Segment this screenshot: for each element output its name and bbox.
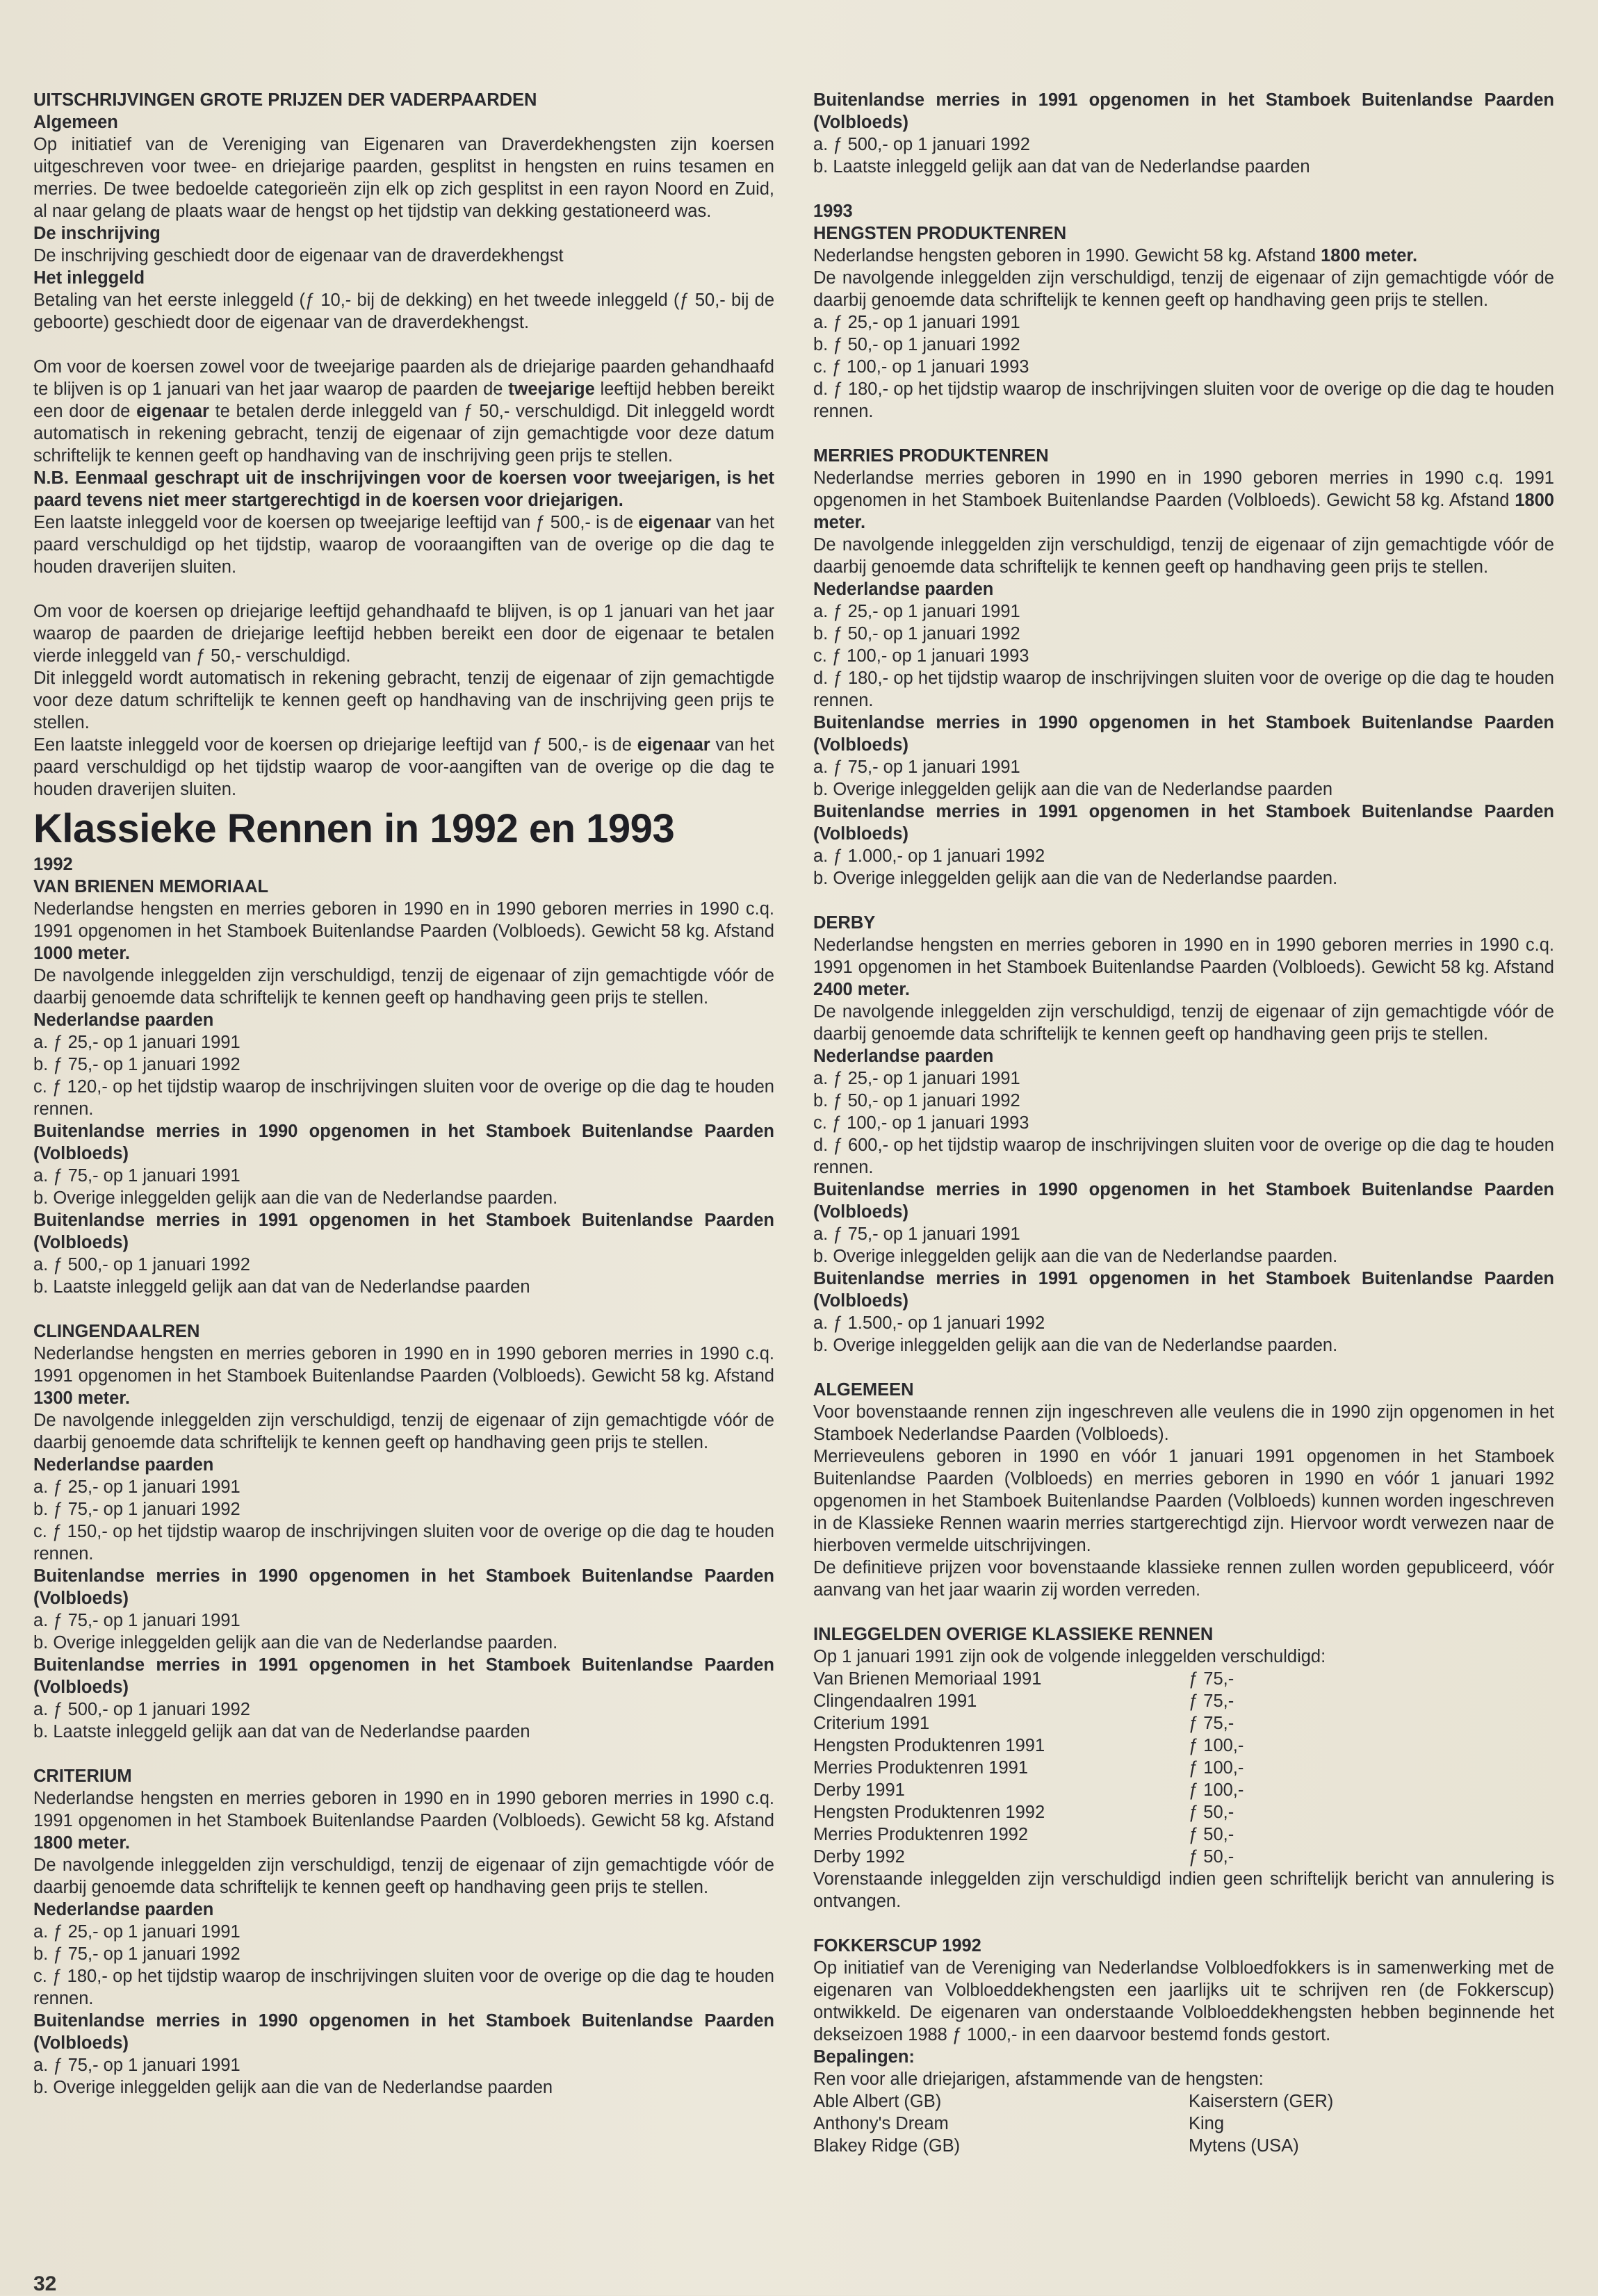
mp-buit90-b: b. Overige inleggelden gelijk aan die van de Nederlandse paarden	[813, 780, 1333, 799]
section-title-van-brienen: VAN BRIENEN MEMORIAAL	[33, 877, 269, 896]
crit-fee-a: a. ƒ 25,- op 1 januari 1991	[33, 1922, 240, 1942]
mp-fee-c: c. ƒ 100,- op 1 januari 1993	[813, 646, 1029, 666]
cling-buit91-heading: Buitenlandse merries in 1991 opgenomen in het Stamboek Buitenlandse Paarden (Volbloeds)	[33, 1655, 774, 1697]
paragraph-automatisch: Dit inleggeld wordt automatisch in rekening gebracht, tenzij de eigenaar of zijn gemachtigde voor deze datum schriftelijk te kennen geeft op handhaving van de inschrijving geen prijs te stellen.	[33, 669, 774, 732]
cling-fee-a: a. ƒ 25,- op 1 januari 1991	[33, 1477, 240, 1497]
subheading-inleggeld: Het inleggeld	[33, 268, 145, 288]
mp-buit91-heading: Buitenlandse merries in 1991 opgenomen in het Stamboek Buitenlandse Paarden (Volbloeds)	[813, 802, 1554, 844]
paragraph-tweejarigen: Om voor de koersen zowel voor de tweejarige paarden als de driejarige paarden gehandhaafd te blijven is op 1 januari van het jaar waarop de paarden de tweejarige leeftijd hebben bereikt een door de eigenaar te betalen derde inleggeld van ƒ 50,- verschuldigd. Dit inleggeld wordt automatisch in rekening gebracht, tenzij de eigenaar of zijn gemachtigde voor deze datum schriftelijk te kennen geeft op handhaving van de inschrijving geen prijs te stellen.	[33, 357, 775, 466]
crit-buit90-heading: Buitenlandse merries in 1990 opgenomen in het Stamboek Buitenlandse Paarden (Volbloeds)	[33, 2011, 774, 2053]
vbm-buit90-a: a. ƒ 75,- op 1 januari 1991	[33, 1166, 240, 1186]
section-title-clingendaalren: CLINGENDAALREN	[33, 1322, 200, 1341]
cling-conditions: De navolgende inleggelden zijn verschuldigd, tenzij de eigenaar of zijn gemachtigde vóór de daarbij genoemde data schriftelijk te kennen geeft op handhaving geen prijs te stellen.	[33, 1411, 774, 1452]
page-number: 32	[33, 2272, 57, 2295]
vbm-buit90-heading: Buitenlandse merries in 1990 opgenomen in het Stamboek Buitenlandse Paarden (Volbloeds)	[33, 1122, 774, 1163]
section-title-uitschrijvingen: UITSCHRIJVINGEN GROTE PRIJZEN DER VADERPAARDEN	[33, 90, 537, 110]
stallion-row: Blakey Ridge (GB) Mytens (USA)	[813, 2136, 1299, 2156]
crit-conditions: De navolgende inleggelden zijn verschuldigd, tenzij de eigenaar of zijn gemachtigde vóór de daarbij genoemde data schriftelijk te kennen geeft op handhaving geen prijs te stellen.	[33, 1855, 774, 1897]
derby-buit90-b: b. Overige inleggelden gelijk aan die van de Nederlandse paarden.	[813, 1247, 1338, 1266]
stallion-list	[813, 2090, 1554, 2157]
derby-fee-b: b. ƒ 50,- op 1 januari 1992	[813, 1091, 1020, 1110]
fee-row: Derby 1991 ƒ 100,-	[813, 1780, 1244, 1800]
fee-row: Hengsten Produktenren 1992 ƒ 50,-	[813, 1803, 1234, 1822]
fee-row: Derby 1992 ƒ 50,-	[813, 1847, 1234, 1867]
mp-fee-d: d. ƒ 180,- op het tijdstip waarop de inschrijvingen sluiten voor de overige op die dag te houden rennen.	[813, 669, 1554, 710]
mp-conditions: De navolgende inleggelden zijn verschuldigd, tenzij de eigenaar of zijn gemachtigde vóór de daarbij genoemde data schriftelijk te kennen geeft op handhaving geen prijs te stellen.	[813, 535, 1554, 577]
crit-buit91-heading: Buitenlandse merries in 1991 opgenomen in het Stamboek Buitenlandse Paarden (Volbloeds)	[813, 90, 1554, 132]
derby-buit90-heading: Buitenlandse merries in 1990 opgenomen in het Stamboek Buitenlandse Paarden (Volbloeds)	[813, 1180, 1554, 1222]
fee-row: Merries Produktenren 1991 ƒ 100,-	[813, 1758, 1244, 1778]
derby-fee-d: d. ƒ 600,- op het tijdstip waarop de inschrijvingen sluiten voor de overige op die dag te houden rennen.	[813, 1135, 1554, 1177]
vbm-fee-a: a. ƒ 25,- op 1 januari 1991	[33, 1033, 240, 1052]
section-title-merries-produktenren: MERRIES PRODUKTENREN	[813, 446, 1049, 466]
mp-buit91-b: b. Overige inleggelden gelijk aan die van de Nederlandse paarden.	[813, 869, 1338, 888]
hp-conditions: De navolgende inleggelden zijn verschuldigd, tenzij de eigenaar of zijn gemachtigde vóór de daarbij genoemde data schriftelijk te kennen geeft op handhaving geen prijs te stellen.	[813, 268, 1554, 310]
paragraph-inleggeld: Betaling van het eerste inleggeld (ƒ 10,- bij de dekking) en het tweede inleggeld (ƒ 50,- bij de geboorte) geschiedt door de eigenaar van de draverdekhengst.	[33, 290, 774, 332]
bepalingen-heading: Bepalingen:	[813, 2047, 915, 2067]
section-title-criterium: CRITERIUM	[33, 1766, 132, 1786]
section-title-algemeen: ALGEMEEN	[813, 1380, 914, 1400]
crit-buit91-a: a. ƒ 500,- op 1 januari 1992	[813, 135, 1030, 154]
subheading-algemeen: Algemeen	[33, 113, 118, 132]
hp-fee-d: d. ƒ 180,- op het tijdstip waarop de inschrijvingen sluiten voor de overige op die dag te houden rennen.	[813, 379, 1554, 421]
hp-fee-c: c. ƒ 100,- op 1 januari 1993	[813, 357, 1029, 377]
vbm-ned-heading: Nederlandse paarden	[33, 1010, 214, 1030]
cling-ned-heading: Nederlandse paarden	[33, 1455, 214, 1475]
cling-buit91-a: a. ƒ 500,- op 1 januari 1992	[33, 1700, 250, 1719]
stallion-row: Able Albert (GB) Kaiserstern (GER)	[813, 2092, 1334, 2111]
hp-fee-a: a. ƒ 25,- op 1 januari 1991	[813, 313, 1020, 332]
derby-buit91-heading: Buitenlandse merries in 1991 opgenomen in het Stamboek Buitenlandse Paarden (Volbloeds)	[813, 1269, 1554, 1311]
vbm-fee-b: b. ƒ 75,- op 1 januari 1992	[33, 1055, 240, 1074]
cling-buit90-b: b. Overige inleggelden gelijk aan die van de Nederlandse paarden.	[33, 1633, 558, 1653]
note-nb: N.B. Eenmaal geschrapt uit de inschrijvingen voor de koersen voor tweejarigen, is het paard tevens niet meer startgerechtigd in de koersen voor driejarigen.	[33, 468, 774, 510]
section-title-hengsten-produktenren: HENGSTEN PRODUKTENREN	[813, 224, 1067, 243]
derby-buit90-a: a. ƒ 75,- op 1 januari 1991	[813, 1224, 1020, 1244]
vbm-buit91-a: a. ƒ 500,- op 1 januari 1992	[33, 1255, 250, 1274]
hp-intro: Nederlandse hengsten geboren in 1990. Gewicht 58 kg. Afstand 1800 meter.	[813, 246, 1418, 265]
derby-ned-heading: Nederlandse paarden	[813, 1047, 994, 1066]
ovk-outro: Vorenstaande inleggelden zijn verschuldigd indien geen schriftelijk bericht van annulering is ontvangen.	[813, 1869, 1554, 1911]
fee-row: Van Brienen Memoriaal 1991 ƒ 75,-	[813, 1669, 1234, 1689]
vbm-buit91-heading: Buitenlandse merries in 1991 opgenomen in het Stamboek Buitenlandse Paarden (Volbloeds)	[33, 1211, 774, 1252]
mp-intro: Nederlandse merries geboren in 1990 en in 1990 geboren merries in 1990 c.q. 1991 opgenomen in het Stamboek Buitenlandse Paarden (Volbloeds). Gewicht 58 kg. Afstand 1800 meter.	[813, 468, 1554, 532]
crit-intro: Nederlandse hengsten en merries geboren in 1990 en in 1990 geboren merries in 1990 c.q. 1991 opgenomen in het Stamboek Buitenlandse Paarden (Volbloeds). Gewicht 58 kg. Afstand 1800 meter.	[33, 1789, 774, 1853]
mp-ned-heading: Nederlandse paarden	[813, 580, 994, 599]
algemeen-p3: De definitieve prijzen voor bovenstaande klassieke rennen zullen worden gepubliceerd, vóór aanvang van het jaar waarin zij worden verreden.	[813, 1558, 1554, 1600]
vbm-fee-c: c. ƒ 120,- op het tijdstip waarop de inschrijvingen sluiten voor de overige op die dag te houden rennen.	[33, 1077, 774, 1119]
section-title-fokkerscup: FOKKERSCUP 1992	[813, 1936, 981, 1955]
derby-buit91-b: b. Overige inleggelden gelijk aan die van de Nederlandse paarden.	[813, 1336, 1338, 1355]
derby-fee-c: c. ƒ 100,- op 1 januari 1993	[813, 1113, 1029, 1133]
mp-buit91-a: a. ƒ 1.000,- op 1 januari 1992	[813, 846, 1045, 866]
crit-buit91-b: b. Laatste inleggeld gelijk aan dat van de Nederlandse paarden	[813, 157, 1310, 177]
cling-intro: Nederlandse hengsten en merries geboren in 1990 en in 1990 geboren merries in 1990 c.q. 1991 opgenomen in het Stamboek Buitenlandse Paarden (Volbloeds). Gewicht 58 kg. Afstand 1300 meter.	[33, 1344, 774, 1408]
cling-buit90-a: a. ƒ 75,- op 1 januari 1991	[33, 1611, 240, 1630]
algemeen-p2: Merrieveulens geboren in 1990 en vóór 1 januari 1991 opgenomen in het Stamboek Buitenlandse Paarden (Volbloeds) en merries geboren in 1990 en vóór 1 januari 1992 opgenomen in het Stamboek Buitenlandse Paarden (Volbloeds) kunnen worden ingeschreven in de Klassieke Rennen waarin merries startgerechtigd zijn. Hiervoor wordt verwezen naar de hierboven vermelde uitschrijvingen.	[813, 1447, 1554, 1555]
stallion-row: Anthony's Dream King	[813, 2114, 1225, 2133]
fee-row: Hengsten Produktenren 1991 ƒ 100,-	[813, 1736, 1244, 1755]
bepalingen-text: Ren voor alle driejarigen, afstammende van de hengsten:	[813, 2069, 1264, 2089]
subheading-inschrijving: De inschrijving	[33, 224, 161, 243]
paragraph-algemeen: Op initiatief van de Vereniging van Eigenaren van Draverdekhengsten zijn koersen uitgeschreven voor twee- en driejarige paarden, gesplitst in hengsten en ruins tesamen en merries. De twee bedoelde categorieën zijn elk op zich gesplitst in een rayon Noord en Zuid, al naar gelang de plaats waar de hengst op het tijdstip van dekking gestationeerd was.	[33, 135, 774, 221]
crit-buit90-b: b. Overige inleggelden gelijk aan die van de Nederlandse paarden	[33, 2078, 553, 2097]
mp-buit90-a: a. ƒ 75,- op 1 januari 1991	[813, 757, 1020, 777]
vbm-intro: Nederlandse hengsten en merries geboren in 1990 en in 1990 geboren merries in 1990 c.q. 1991 opgenomen in het Stamboek Buitenlandse Paarden (Volbloeds). Gewicht 58 kg. Afstand 1000 meter.	[33, 899, 774, 963]
vbm-buit91-b: b. Laatste inleggeld gelijk aan dat van de Nederlandse paarden	[33, 1277, 530, 1297]
paragraph-laatste-inleggeld-2: Een laatste inleggeld voor de koersen op tweejarige leeftijd van ƒ 500,- is de eigenaar van het paard verschuldigd op het tijdstip, waarop de vooraangiften van de overige op die dag te houden draverijen sluiten.	[33, 513, 775, 577]
year-1993: 1993	[813, 202, 853, 221]
derby-buit91-a: a. ƒ 1.500,- op 1 januari 1992	[813, 1313, 1045, 1333]
derby-fee-a: a. ƒ 25,- op 1 januari 1991	[813, 1069, 1020, 1088]
derby-intro: Nederlandse hengsten en merries geboren in 1990 en in 1990 geboren merries in 1990 c.q. 1991 opgenomen in het Stamboek Buitenlandse Paarden (Volbloeds). Gewicht 58 kg. Afstand 2400 meter.	[813, 935, 1554, 999]
crit-fee-b: b. ƒ 75,- op 1 januari 1992	[33, 1944, 240, 1964]
crit-buit90-a: a. ƒ 75,- op 1 januari 1991	[33, 2056, 240, 2075]
cling-fee-b: b. ƒ 75,- op 1 januari 1992	[33, 1500, 240, 1519]
fee-row: Merries Produktenren 1992 ƒ 50,-	[813, 1825, 1234, 1844]
ovk-intro: Op 1 januari 1991 zijn ook de volgende inleggelden verschuldigd:	[813, 1647, 1326, 1666]
fee-row: Clingendaalren 1991 ƒ 75,-	[813, 1691, 1234, 1711]
page-headline: Klassieke Rennen in 1992 en 1993	[33, 806, 675, 851]
paragraph-driejarigen: Om voor de koersen op driejarige leeftijd gehandhaafd te blijven, is op 1 januari van het jaar waarop de paarden de driejarige leeftijd hebben bereikt een door de eigenaar te betalen vierde inleggeld van ƒ 50,- verschuldigd.	[33, 602, 774, 666]
paragraph-laatste-inleggeld-3: Een laatste inleggeld voor de koersen op driejarige leeftijd van ƒ 500,- is de eigenaar van het paard verschuldigd op het tijdstip waarop de voor-aangiften van de overige op die dag te houden draverijen sluiten.	[33, 735, 774, 799]
fee-row: Criterium 1991 ƒ 75,-	[813, 1714, 1234, 1733]
cling-fee-c: c. ƒ 150,- op het tijdstip waarop de inschrijvingen sluiten voor de overige op die dag te houden rennen.	[33, 1522, 774, 1564]
left-column	[33, 89, 774, 2099]
right-column	[813, 89, 1554, 2157]
mp-fee-b: b. ƒ 50,- op 1 januari 1992	[813, 624, 1020, 643]
fokkerscup-paragraph: Op initiatief van de Vereniging van Nederlandse Volbloedfokkers is in samenwerking met de eigenaren van Volbloeddekhengsten een jaarlijks uit te schrijven ren (de Fokkerscup) ontwikkeld. De eigenaren van onderstaande Volbloeddekhengsten hebben beginnende het dekseizoen 1988 ƒ 1000,- in een daarvoor bestemd fonds gestort.	[813, 1958, 1554, 2044]
mp-buit90-heading: Buitenlandse merries in 1990 opgenomen in het Stamboek Buitenlandse Paarden (Volbloeds)	[813, 713, 1554, 755]
algemeen-p1: Voor bovenstaande rennen zijn ingeschreven alle veulens die in 1990 zijn opgenomen in het Stamboek Nederlandse Paarden (Volbloeds).	[813, 1402, 1554, 1444]
vbm-conditions: De navolgende inleggelden zijn verschuldigd, tenzij de eigenaar of zijn gemachtigde vóór de daarbij genoemde data schriftelijk te kennen geeft op handhaving geen prijs te stellen.	[33, 966, 774, 1008]
mp-fee-a: a. ƒ 25,- op 1 januari 1991	[813, 602, 1020, 621]
cling-buit90-heading: Buitenlandse merries in 1990 opgenomen in het Stamboek Buitenlandse Paarden (Volbloeds)	[33, 1566, 774, 1608]
vbm-buit90-b: b. Overige inleggelden gelijk aan die van de Nederlandse paarden.	[33, 1188, 558, 1208]
year-1992: 1992	[33, 855, 73, 874]
crit-ned-heading: Nederlandse paarden	[33, 1900, 214, 1919]
derby-conditions: De navolgende inleggelden zijn verschuldigd, tenzij de eigenaar of zijn gemachtigde vóór de daarbij genoemde data schriftelijk te kennen geeft op handhaving geen prijs te stellen.	[813, 1002, 1554, 1044]
crit-fee-c: c. ƒ 180,- op het tijdstip waarop de inschrijvingen sluiten voor de overige op die dag te houden rennen.	[33, 1967, 774, 2008]
cling-buit91-b: b. Laatste inleggeld gelijk aan dat van de Nederlandse paarden	[33, 1722, 530, 1741]
section-title-overige-klassieke: INLEGGELDEN OVERIGE KLASSIEKE RENNEN	[813, 1625, 1214, 1644]
fee-list	[813, 1668, 1554, 1868]
hp-fee-b: b. ƒ 50,- op 1 januari 1992	[813, 335, 1020, 354]
paragraph-inschrijving: De inschrijving geschiedt door de eigenaar van de draverdekhengst	[33, 246, 564, 265]
section-title-derby: DERBY	[813, 913, 876, 933]
